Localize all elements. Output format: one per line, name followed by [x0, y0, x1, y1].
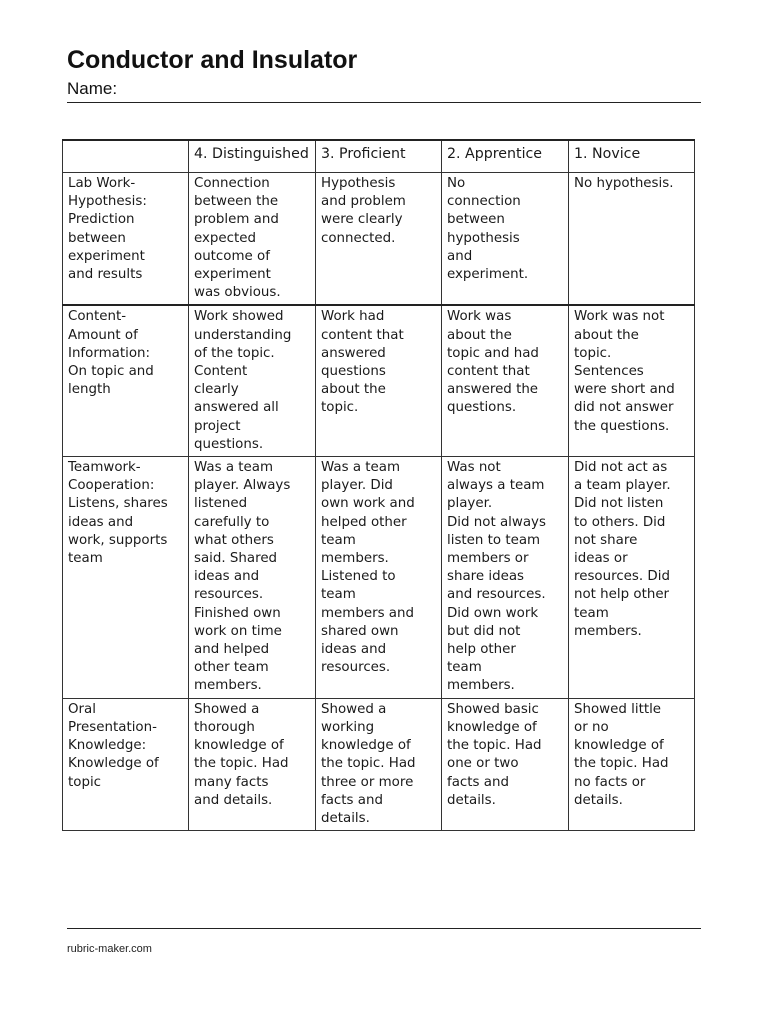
level-cell-novice [569, 698, 695, 830]
name-label: Name: [67, 79, 118, 98]
level-cell-proficient [316, 305, 442, 456]
header-cell-proficient: 3. Proficient [316, 140, 442, 173]
criterion-text: Content- Amount of Information: On topic and length [68, 309, 154, 398]
level-cell-distinguished [189, 305, 316, 456]
level-cell-novice [569, 173, 695, 306]
level-text: No connection between hypothesis and experiment. [447, 176, 529, 283]
rubric-table [62, 139, 695, 831]
level-text: Was a team player. Always listened carefully to what others said. Shared ideas and resources. Finished own work on time and helped other team members. [194, 460, 291, 694]
table-row [63, 305, 695, 456]
footer-source: rubric-maker.com [67, 943, 152, 955]
level-cell-apprentice [442, 457, 569, 699]
table-row [63, 457, 695, 699]
level-text: Showed little or no knowledge of the topic. Had no facts or details. [574, 701, 669, 808]
level-cell-distinguished [189, 173, 316, 306]
criterion-cell [63, 457, 189, 699]
level-text: Showed basic knowledge of the topic. Had one or two facts and details. [447, 701, 542, 808]
level-text: Connection between the problem and expected outcome of experiment was obvious. [194, 176, 281, 301]
level-text: Work showed understanding of the topic. Content clearly answered all project questions. [194, 309, 292, 452]
level-text: Did not act as a team player. Did not listen to others. Did not share ideas or resources. Did not help other team members. [574, 460, 671, 639]
table-row [63, 698, 695, 830]
level-cell-novice [569, 305, 695, 456]
level-text: Was a team player. Did own work and helped other team members. Listened to team members and shared own ideas and resources. [321, 460, 415, 676]
table-row [63, 173, 695, 306]
level-cell-distinguished [189, 457, 316, 699]
level-text: Work was about the topic and had content that answered the questions. [447, 309, 539, 416]
level-cell-proficient [316, 173, 442, 306]
name-line [67, 79, 701, 103]
criterion-cell [63, 305, 189, 456]
level-cell-distinguished [189, 698, 316, 830]
level-text: Hypothesis and problem were clearly connected. [321, 176, 406, 246]
level-cell-apprentice [442, 698, 569, 830]
header-cell-novice: 1. Novice [569, 140, 695, 173]
level-text: No hypothesis. [574, 176, 674, 191]
header-cell-apprentice: 2. Apprentice [442, 140, 569, 173]
criterion-text: Lab Work- Hypothesis: Prediction between experiment and results [68, 176, 147, 283]
page-title: Conductor and Insulator [67, 46, 358, 74]
level-text: Work had content that answered questions about the topic. [321, 309, 404, 416]
criterion-text: Oral Presentation- Knowledge: Knowledge of topic [68, 701, 159, 790]
rubric-header [63, 140, 695, 173]
level-text: Work was not about the topic. Sentences were short and did not answer the questions. [574, 309, 675, 434]
level-cell-proficient [316, 457, 442, 699]
header-cell-criteria [63, 140, 189, 173]
header-row [63, 140, 695, 173]
footer-divider [67, 928, 701, 929]
level-cell-apprentice [442, 305, 569, 456]
criterion-cell [63, 173, 189, 306]
criterion-text: Teamwork- Cooperation: Listens, shares ideas and work, supports team [68, 460, 168, 567]
level-cell-apprentice [442, 173, 569, 306]
level-text: Showed a working knowledge of the topic. Had three or more facts and details. [321, 701, 416, 826]
criterion-cell [63, 698, 189, 830]
level-text: Showed a thorough knowledge of the topic. Had many facts and details. [194, 701, 289, 808]
header-cell-distinguished: 4. Distinguished [189, 140, 316, 173]
level-cell-proficient [316, 698, 442, 830]
level-text: Was not always a team player. Did not always listen to team members or share ideas and resources. Did own work but did not help other team members. [447, 460, 546, 694]
level-cell-novice [569, 457, 695, 699]
rubric-body [63, 173, 695, 831]
